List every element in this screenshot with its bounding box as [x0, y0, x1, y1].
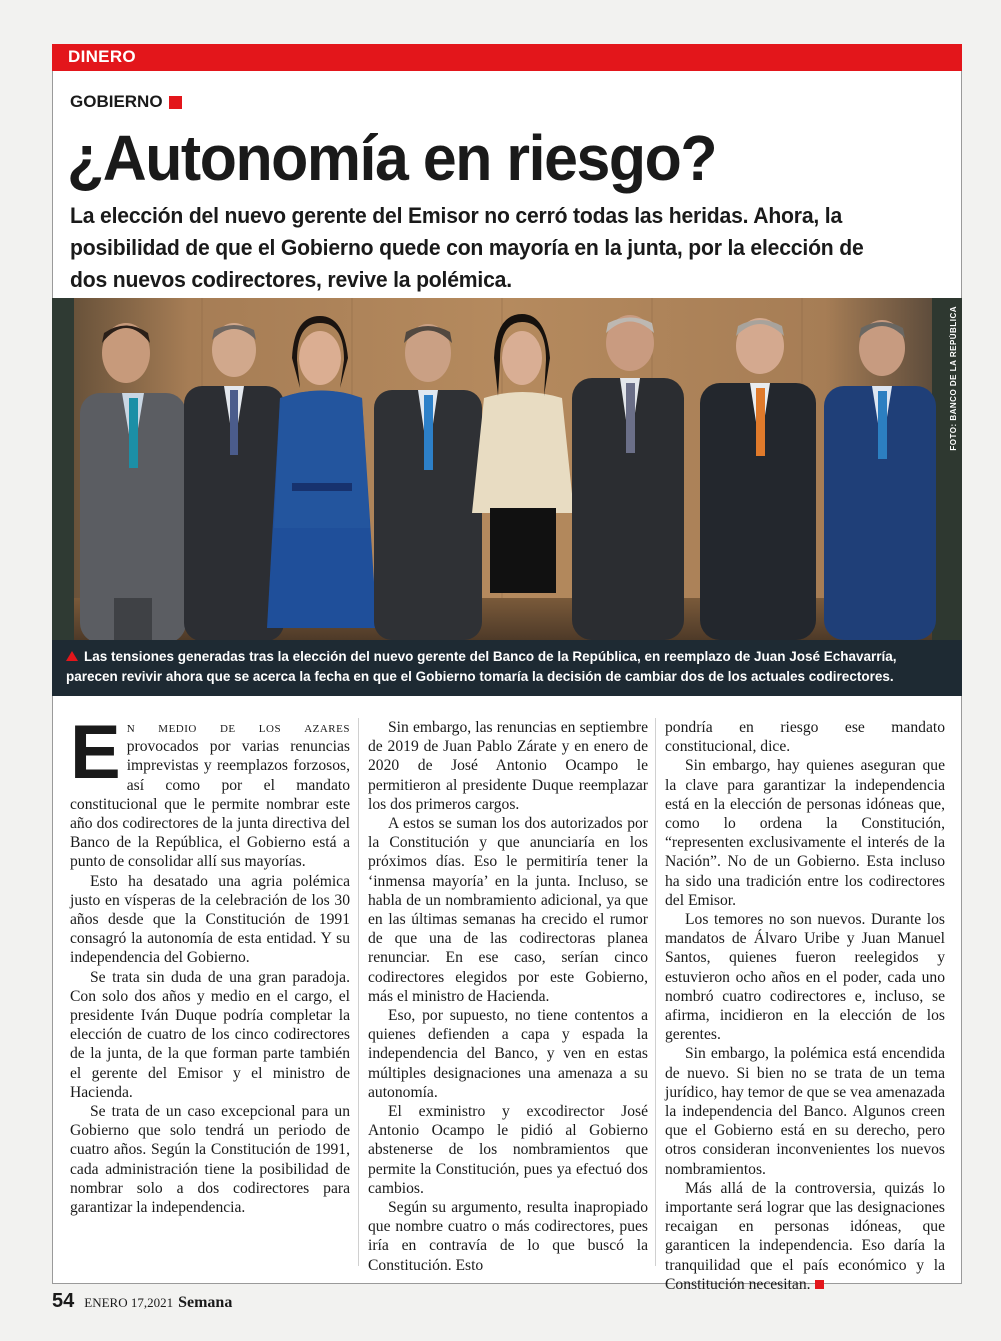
magazine-name: Semana	[178, 1294, 233, 1311]
red-square-icon	[169, 96, 182, 109]
paragraph: El exministro y excodirector José Antonio Ocampo le pidió al Gobierno abstenerse de los nombramientos que permite la Constitución, pues ya efectuó dos cambios.	[368, 1103, 648, 1197]
section-bar	[52, 44, 962, 71]
article-column-1	[70, 710, 350, 1217]
kicker-label: GOBIERNO	[70, 92, 163, 111]
paragraph: Se trata de un caso excepcional para un Gobierno que solo tendrá un periodo de cuatro años. Según la Constitución de 1991, cada administración tiene la posibilidad de nombrar solo a dos codirectores para garantizar la independencia.	[70, 1103, 350, 1217]
headline: ¿Autonomía en riesgo?	[67, 122, 717, 194]
deck-subtitle: La elección del nuevo gerente del Emisor no cerró todas las heridas. Ahora, la posibilidad de que el Gobierno quede con mayoría en la junta, por la elección de dos nuevos codirectores, revive la polémica.	[70, 203, 864, 292]
article-column-3	[665, 718, 945, 1294]
paragraph: pondría en riesgo ese mandato constitucional, dice.	[665, 719, 945, 756]
caption-text: Las tensiones generadas tras la elección del nuevo gerente del Banco de la República, en reemplazo de Juan José Echavarría, parecen revivir ahora que se acerca la fecha en que el Gobierno tomaría la decisión de cambiar dos de los actuales codirectores.	[66, 649, 897, 684]
paragraph: Esto ha desatado una agria polémica justo en vísperas de la celebración de los 30 años desde que la Constitución de 1991 consagró la autonomía de esta entidad. Y su independencia del Gobierno.	[70, 872, 350, 967]
column-divider	[358, 718, 359, 1266]
page-footer	[52, 1290, 232, 1313]
photo-caption	[52, 640, 962, 696]
drop-cap: E	[70, 710, 121, 795]
photo-credit: FOTO: BANCO DE LA REPÚBLICA	[949, 306, 958, 451]
paragraph: Se trata sin duda de una gran paradoja. Con solo dos años y medio en el cargo, el presidente Iván Duque podría completar la elección de cuatro de los cinco codirectores de la junta, de la que forman parte también el gerente del Emisor y el ministro de Hacienda.	[70, 968, 350, 1101]
paragraph	[665, 1179, 945, 1294]
paragraph: A estos se suman los dos autorizados por la Constitución y que anunciaría en los próximos días. Eso le permitiría tener la ‘inmensa mayoría’ en la junta. Incluso, se habla de un nombramiento adicional, ya que en las últimas semanas ha crecido el rumor de que una de las codirectoras planea renunciar. En ese caso, serían cinco codirectores elegidos por este Gobierno, más el ministro de Hacienda.	[368, 815, 648, 1005]
paragraph: Sin embargo, hay quienes aseguran que la clave para garantizar la independencia está en la elección de personas idóneas que, como lo ordena la Constitución, “representen exclusivamente el interés de la Nación”. No de un Gobierno. Esta incluso ha sido una tradición entre los codirectores del Emisor.	[665, 757, 945, 909]
article-column-2	[368, 718, 648, 1275]
issue-date: ENERO 17,2021	[84, 1295, 174, 1310]
lead-in: n medio de los azares	[126, 719, 350, 736]
paragraph-text: provocados por varias renuncias imprevistas y reemplazos forzosos, así como por el mandato constitucional que le permite nombrar este año dos codirectores de la junta directiva del Banco de la República, el Gobierno está a punto de consolidar allí sus mayorías.	[70, 738, 350, 871]
paragraph: Según su argumento, resulta inapropiado que nombre cuatro o más codirectores, pues iría en contravía de lo que buscó la Constitución. Esto	[368, 1199, 648, 1274]
paragraph: Sin embargo, las renuncias en septiembre de 2019 de Juan Pablo Zárate y en enero de 2020 de José Antonio Ocampo le permitieron al presidente Duque reemplazar los dos primeros cargos.	[368, 719, 648, 813]
kicker	[70, 92, 182, 112]
group-photo	[52, 298, 962, 640]
paragraph: Eso, por supuesto, no tiene contentos a quienes defienden a capa y espada la independencia del Banco, y ven en estas múltiples designaciones una amenaza a su autonomía.	[368, 1007, 648, 1101]
column-divider	[655, 718, 656, 1266]
section-label: DINERO	[68, 47, 136, 66]
group-photo-illustration	[52, 298, 962, 640]
end-mark-icon	[815, 1280, 824, 1289]
caption-triangle-icon	[66, 651, 78, 661]
paragraph: Sin embargo, la polémica está encendida de nuevo. Si bien no se trata de un tema jurídico, hay temor de que se vea amenazada la independencia del Banco. Algunos creen que el Gobierno está en su derecho, pero otros consideran inconvenientes los nuevos nombramientos.	[665, 1045, 945, 1178]
paragraph-text: Más allá de la controversia, quizás lo importante será lograr que las designaciones recaigan en personas idóneas, que garanticen la independencia. Eso daría la tranquilidad que el país económico y la Constitución necesitan.	[665, 1179, 945, 1293]
page-number: 54	[52, 1290, 75, 1312]
paragraph: Los temores no son nuevos. Durante los mandatos de Álvaro Uribe y Juan Manuel Santos, quienes fueron reelegidos y estuvieron ocho años en el poder, cada uno nombró cuatro codirectores e, incluso, se afirma, incidieron en la elección de los gerentes.	[665, 911, 945, 1044]
paragraph	[70, 710, 350, 872]
